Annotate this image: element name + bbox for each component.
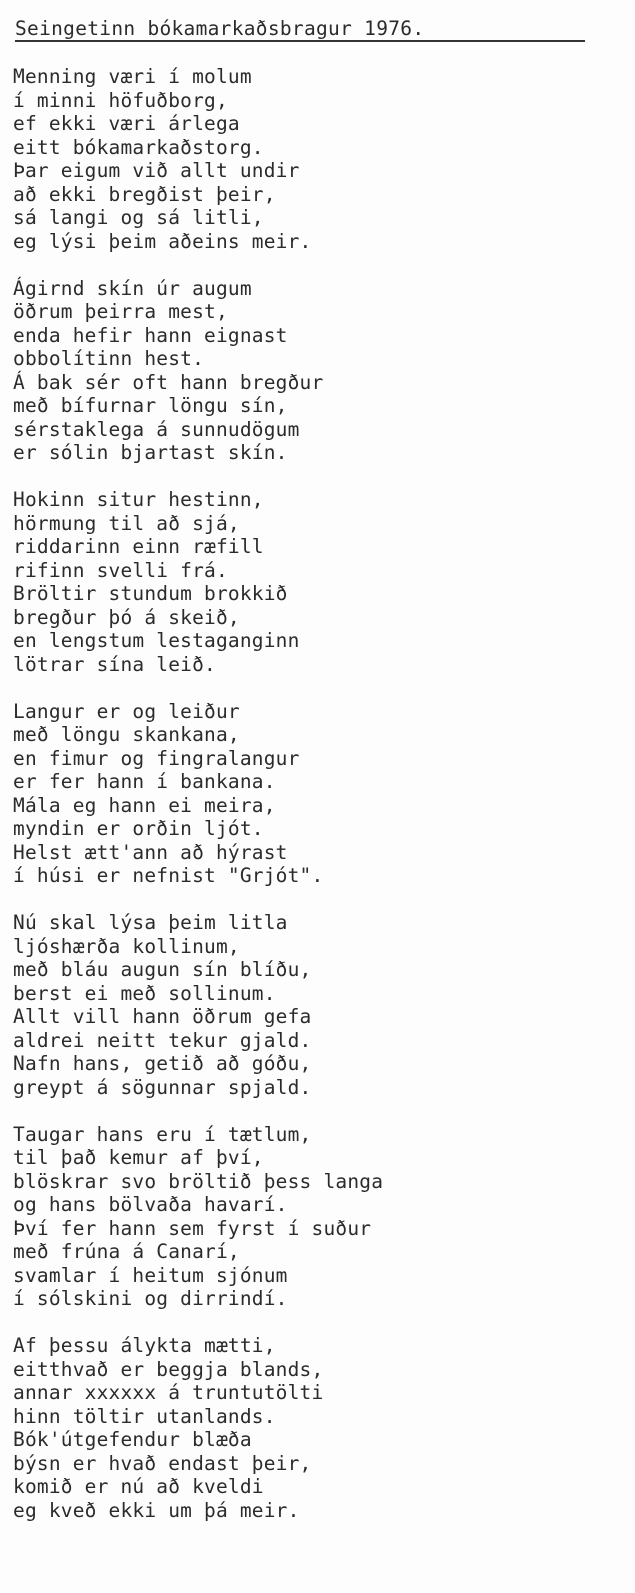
poem-line: annar xxxxxx á truntutölti [13, 1381, 324, 1404]
poem-line: Taugar hans eru í tætlum, [13, 1122, 312, 1146]
poem-line: eg lýsi þeim aðeins meir. [13, 229, 312, 253]
poem-line: enda hefir hann eignast [13, 323, 288, 347]
stanza-6 [13, 1123, 623, 1311]
poem-title: Seingetinn bókamarkaðsbragur 1976. [15, 17, 425, 40]
poem-line: í sólskini og dirrindí. [13, 1287, 288, 1310]
poem-line: eg kveð ekki um þá meir. [13, 1498, 300, 1522]
poem-body [13, 65, 623, 1546]
poem-line: ef ekki væri árlega [13, 112, 240, 135]
poem-line: Ágirnd skín úr augum [13, 276, 252, 300]
poem-line: sá langi og sá litli, [13, 206, 264, 229]
poem-line: með bífurnar löngu sín, [13, 394, 288, 417]
poem-line: riddarinn einn ræfill [13, 535, 264, 558]
poem-line: blöskrar svo bröltið þess langa [13, 1169, 384, 1193]
poem-line: lötrar sína leið. [13, 652, 216, 676]
poem-line: ljóshærða kollinum, [13, 934, 240, 958]
stanza-3 [13, 488, 623, 676]
title-underline [15, 40, 585, 42]
poem-line: rifinn svelli frá. [13, 558, 228, 582]
poem-line: myndin er orðin ljót. [13, 817, 264, 840]
poem-line: Allt vill hann öðrum gefa [13, 1005, 312, 1028]
poem-line: Bröltir stundum brokkið [13, 582, 288, 605]
poem-line: en lengstum lestaganginn [13, 629, 300, 652]
poem-line: með bláu augun sín blíðu, [13, 958, 312, 981]
poem-line: með frúna á Canarí, [13, 1240, 240, 1263]
poem-line: en fimur og fingralangur [13, 746, 300, 770]
poem-line: eitt bókamarkaðstorg. [13, 135, 264, 159]
poem-line: býsn er hvað endast þeir, [13, 1451, 312, 1475]
poem-line: bregður þó á skeið, [13, 605, 240, 629]
stanza-7 [13, 1334, 623, 1522]
poem-line: Á bak sér oft hann bregður [13, 370, 324, 394]
poem-line: berst ei með sollinum. [13, 981, 276, 1005]
poem-line: hörmung til að sjá, [13, 511, 240, 535]
poem-line: Helst ætt'ann að hýrast [13, 840, 288, 864]
poem-line: í minni höfuðborg, [13, 88, 228, 112]
poem-line: til það kemur af því, [13, 1146, 264, 1169]
poem-line: er sólin bjartast skín. [13, 441, 288, 464]
poem-line: komið er nú að kveldi [13, 1475, 264, 1498]
poem-line: Hokinn situr hestinn, [13, 488, 264, 511]
poem-line: hinn töltir utanlands. [13, 1404, 276, 1428]
poem-line: obbolítinn hest. [13, 347, 205, 370]
poem-line: svamlar í heitum sjónum [13, 1263, 288, 1287]
poem-line: Nú skal lýsa þeim litla [13, 911, 288, 934]
poem-line: Því fer hann sem fyrst í suður [13, 1216, 372, 1240]
poem-line: og hans bölvaða havarí. [13, 1193, 288, 1216]
poem-line: aldrei neitt tekur gjald. [13, 1028, 312, 1052]
poem-line: sérstaklega á sunnudögum [13, 417, 300, 441]
poem-line: Þar eigum við allt undir [13, 159, 300, 182]
poem-line: greypt á sögunnar spjald. [13, 1075, 312, 1099]
poem-line: Bók'útgefendur blæða [13, 1428, 252, 1451]
stanza-1 [13, 65, 623, 253]
poem-line: Langur er og leiður [13, 699, 240, 723]
poem-line: með löngu skankana, [13, 723, 240, 746]
poem-line: Mála eg hann ei meira, [13, 793, 276, 817]
poem-line: í húsi er nefnist "Grjót". [13, 864, 324, 887]
poem-line: eitthvað er beggja blands, [13, 1357, 324, 1381]
stanza-5 [13, 911, 623, 1099]
stanza-2 [13, 277, 623, 465]
poem-line: öðrum þeirra mest, [13, 300, 228, 323]
poem-line: að ekki bregðist þeir, [13, 182, 276, 206]
poem-line: er fer hann í bankana. [13, 770, 276, 793]
poem-line: Nafn hans, getið að góðu, [13, 1052, 312, 1075]
stanza-4 [13, 700, 623, 888]
poem-line: Menning væri í molum [13, 65, 252, 88]
poem-line: Af þessu álykta mætti, [13, 1334, 276, 1357]
